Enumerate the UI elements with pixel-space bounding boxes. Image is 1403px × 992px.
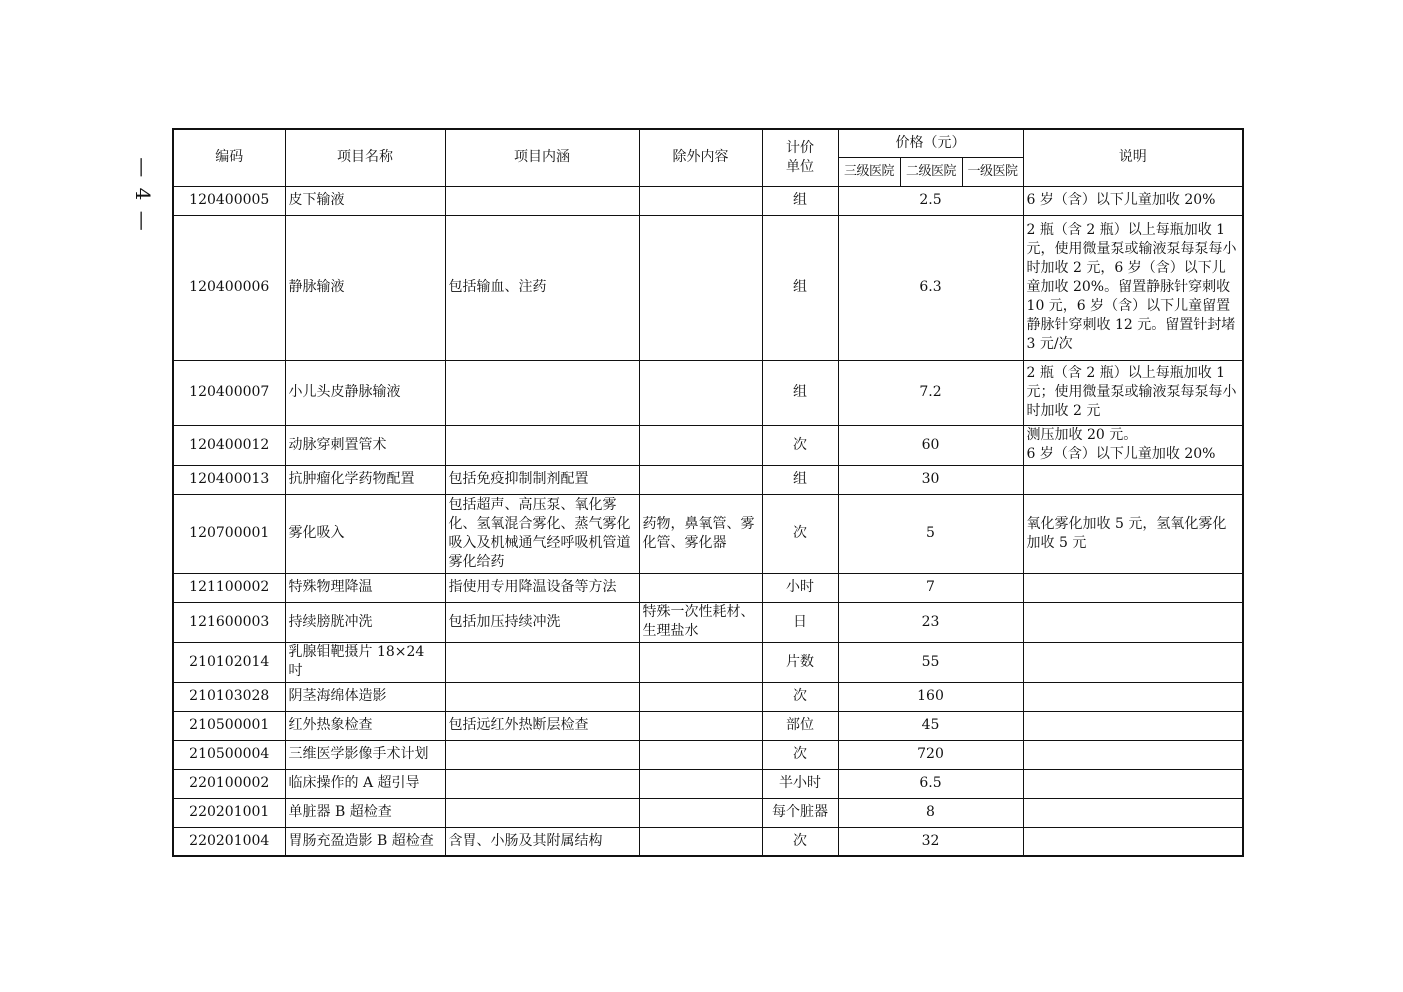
cell-content: 包括免疫抑制制剂配置 [445, 465, 639, 494]
cell-code: 120700001 [173, 494, 285, 573]
cell-name: 静脉输液 [285, 215, 445, 360]
cell-excluded [639, 682, 762, 711]
table-row [173, 798, 1243, 827]
cell-price: 45 [838, 711, 1023, 740]
cell-unit: 组 [762, 186, 838, 215]
cell-content: 包括加压持续冲洗 [445, 602, 639, 642]
cell-unit: 次 [762, 425, 838, 465]
table-row [173, 425, 1243, 465]
cell-note: 测压加收 20 元。 6 岁（含）以下儿童加收 20% [1023, 425, 1243, 465]
cell-code: 121600003 [173, 602, 285, 642]
cell-note [1023, 573, 1243, 602]
cell-excluded: 药物，鼻氧管、雾化管、雾化器 [639, 494, 762, 573]
cell-code: 220201001 [173, 798, 285, 827]
table-row [173, 769, 1243, 798]
header-unit: 计价单位 [762, 129, 838, 186]
table-row [173, 186, 1243, 215]
header-content: 项目内涵 [445, 129, 639, 186]
price-table [172, 128, 1244, 857]
cell-price: 60 [838, 425, 1023, 465]
cell-content [445, 360, 639, 425]
cell-excluded [639, 798, 762, 827]
cell-name: 雾化吸入 [285, 494, 445, 573]
cell-content [445, 186, 639, 215]
table-row [173, 827, 1243, 856]
cell-note [1023, 682, 1243, 711]
cell-note: 2 瓶（含 2 瓶）以上每瓶加收 1 元，使用微量泵或输液泵每泵每小时加收 2 元，6 岁（含）以下儿童加收 20%。留置静脉针穿刺收 10 元，6 岁（含）以下儿童留置静脉针穿刺收 12 元。留置针封堵 3 元/次 [1023, 215, 1243, 360]
table-row [173, 602, 1243, 642]
cell-name: 三维医学影像手术计划 [285, 740, 445, 769]
cell-code: 220201004 [173, 827, 285, 856]
cell-code: 210500001 [173, 711, 285, 740]
table-row [173, 682, 1243, 711]
cell-code: 121100002 [173, 573, 285, 602]
cell-excluded: 特殊一次性耗材、生理盐水 [639, 602, 762, 642]
cell-price: 2.5 [838, 186, 1023, 215]
cell-code: 210500004 [173, 740, 285, 769]
cell-name: 皮下输液 [285, 186, 445, 215]
cell-price: 720 [838, 740, 1023, 769]
table-row [173, 573, 1243, 602]
cell-price: 23 [838, 602, 1023, 642]
cell-code: 210103028 [173, 682, 285, 711]
cell-unit: 组 [762, 215, 838, 360]
cell-excluded [639, 740, 762, 769]
cell-name: 持续膀胱冲洗 [285, 602, 445, 642]
cell-excluded [639, 769, 762, 798]
cell-price: 55 [838, 642, 1023, 682]
cell-excluded [639, 642, 762, 682]
cell-unit: 每个脏器 [762, 798, 838, 827]
cell-code: 210102014 [173, 642, 285, 682]
cell-name: 胃肠充盈造影 B 超检查 [285, 827, 445, 856]
cell-content [445, 642, 639, 682]
cell-code: 120400006 [173, 215, 285, 360]
cell-price: 8 [838, 798, 1023, 827]
cell-name: 小儿头皮静脉输液 [285, 360, 445, 425]
cell-unit: 次 [762, 494, 838, 573]
cell-unit: 组 [762, 360, 838, 425]
cell-note [1023, 602, 1243, 642]
cell-code: 120400007 [173, 360, 285, 425]
cell-excluded [639, 425, 762, 465]
cell-name: 抗肿瘤化学药物配置 [285, 465, 445, 494]
cell-price: 6.3 [838, 215, 1023, 360]
cell-unit: 部位 [762, 711, 838, 740]
cell-price: 160 [838, 682, 1023, 711]
cell-content [445, 425, 639, 465]
header-level3: 三级医院 [838, 157, 900, 186]
cell-content [445, 798, 639, 827]
cell-note: 6 岁（含）以下儿童加收 20% [1023, 186, 1243, 215]
cell-unit: 次 [762, 827, 838, 856]
cell-price: 30 [838, 465, 1023, 494]
cell-name: 动脉穿刺置管术 [285, 425, 445, 465]
cell-excluded [639, 360, 762, 425]
cell-note [1023, 642, 1243, 682]
header-note: 说明 [1023, 129, 1243, 186]
cell-content: 含胃、小肠及其附属结构 [445, 827, 639, 856]
cell-note [1023, 740, 1243, 769]
table-row [173, 494, 1243, 573]
header-code: 编码 [173, 129, 285, 186]
cell-content [445, 740, 639, 769]
header-excluded: 除外内容 [639, 129, 762, 186]
page-number: — 4 — [131, 157, 155, 233]
header-price: 价格（元） [838, 129, 1023, 157]
cell-note [1023, 798, 1243, 827]
cell-content [445, 769, 639, 798]
cell-price: 7 [838, 573, 1023, 602]
table-row [173, 740, 1243, 769]
cell-unit: 片数 [762, 642, 838, 682]
cell-excluded [639, 215, 762, 360]
cell-unit: 组 [762, 465, 838, 494]
cell-note [1023, 827, 1243, 856]
cell-content: 包括超声、高压泵、氧化雾化、氢氧混合雾化、蒸气雾化吸入及机械通气经呼吸机管道雾化给药 [445, 494, 639, 573]
table-row [173, 360, 1243, 425]
cell-content: 包括输血、注药 [445, 215, 639, 360]
cell-unit: 日 [762, 602, 838, 642]
cell-excluded [639, 573, 762, 602]
cell-code: 120400005 [173, 186, 285, 215]
cell-name: 乳腺钼靶摄片 18×24 吋 [285, 642, 445, 682]
table-row [173, 465, 1243, 494]
table-row [173, 215, 1243, 360]
cell-unit: 半小时 [762, 769, 838, 798]
header-level2: 二级医院 [900, 157, 962, 186]
cell-name: 单脏器 B 超检查 [285, 798, 445, 827]
cell-price: 6.5 [838, 769, 1023, 798]
cell-excluded [639, 711, 762, 740]
cell-content: 包括远红外热断层检查 [445, 711, 639, 740]
cell-content: 指使用专用降温设备等方法 [445, 573, 639, 602]
cell-note [1023, 711, 1243, 740]
cell-unit: 小时 [762, 573, 838, 602]
cell-unit: 次 [762, 740, 838, 769]
cell-code: 120400013 [173, 465, 285, 494]
cell-content [445, 682, 639, 711]
cell-excluded [639, 827, 762, 856]
cell-note: 2 瓶（含 2 瓶）以上每瓶加收 1 元；使用微量泵或输液泵每泵每小时加收 2 元 [1023, 360, 1243, 425]
cell-note: 氧化雾化加收 5 元，氢氧化雾化加收 5 元 [1023, 494, 1243, 573]
cell-name: 阴茎海绵体造影 [285, 682, 445, 711]
cell-note [1023, 465, 1243, 494]
cell-unit: 次 [762, 682, 838, 711]
cell-name: 临床操作的 A 超引导 [285, 769, 445, 798]
cell-excluded [639, 465, 762, 494]
header-name: 项目名称 [285, 129, 445, 186]
cell-code: 120400012 [173, 425, 285, 465]
cell-excluded [639, 186, 762, 215]
cell-name: 特殊物理降温 [285, 573, 445, 602]
table-row [173, 711, 1243, 740]
cell-code: 220100002 [173, 769, 285, 798]
cell-price: 5 [838, 494, 1023, 573]
cell-price: 32 [838, 827, 1023, 856]
cell-note [1023, 769, 1243, 798]
header-level1: 一级医院 [962, 157, 1023, 186]
cell-name: 红外热象检查 [285, 711, 445, 740]
table-row [173, 642, 1243, 682]
cell-price: 7.2 [838, 360, 1023, 425]
